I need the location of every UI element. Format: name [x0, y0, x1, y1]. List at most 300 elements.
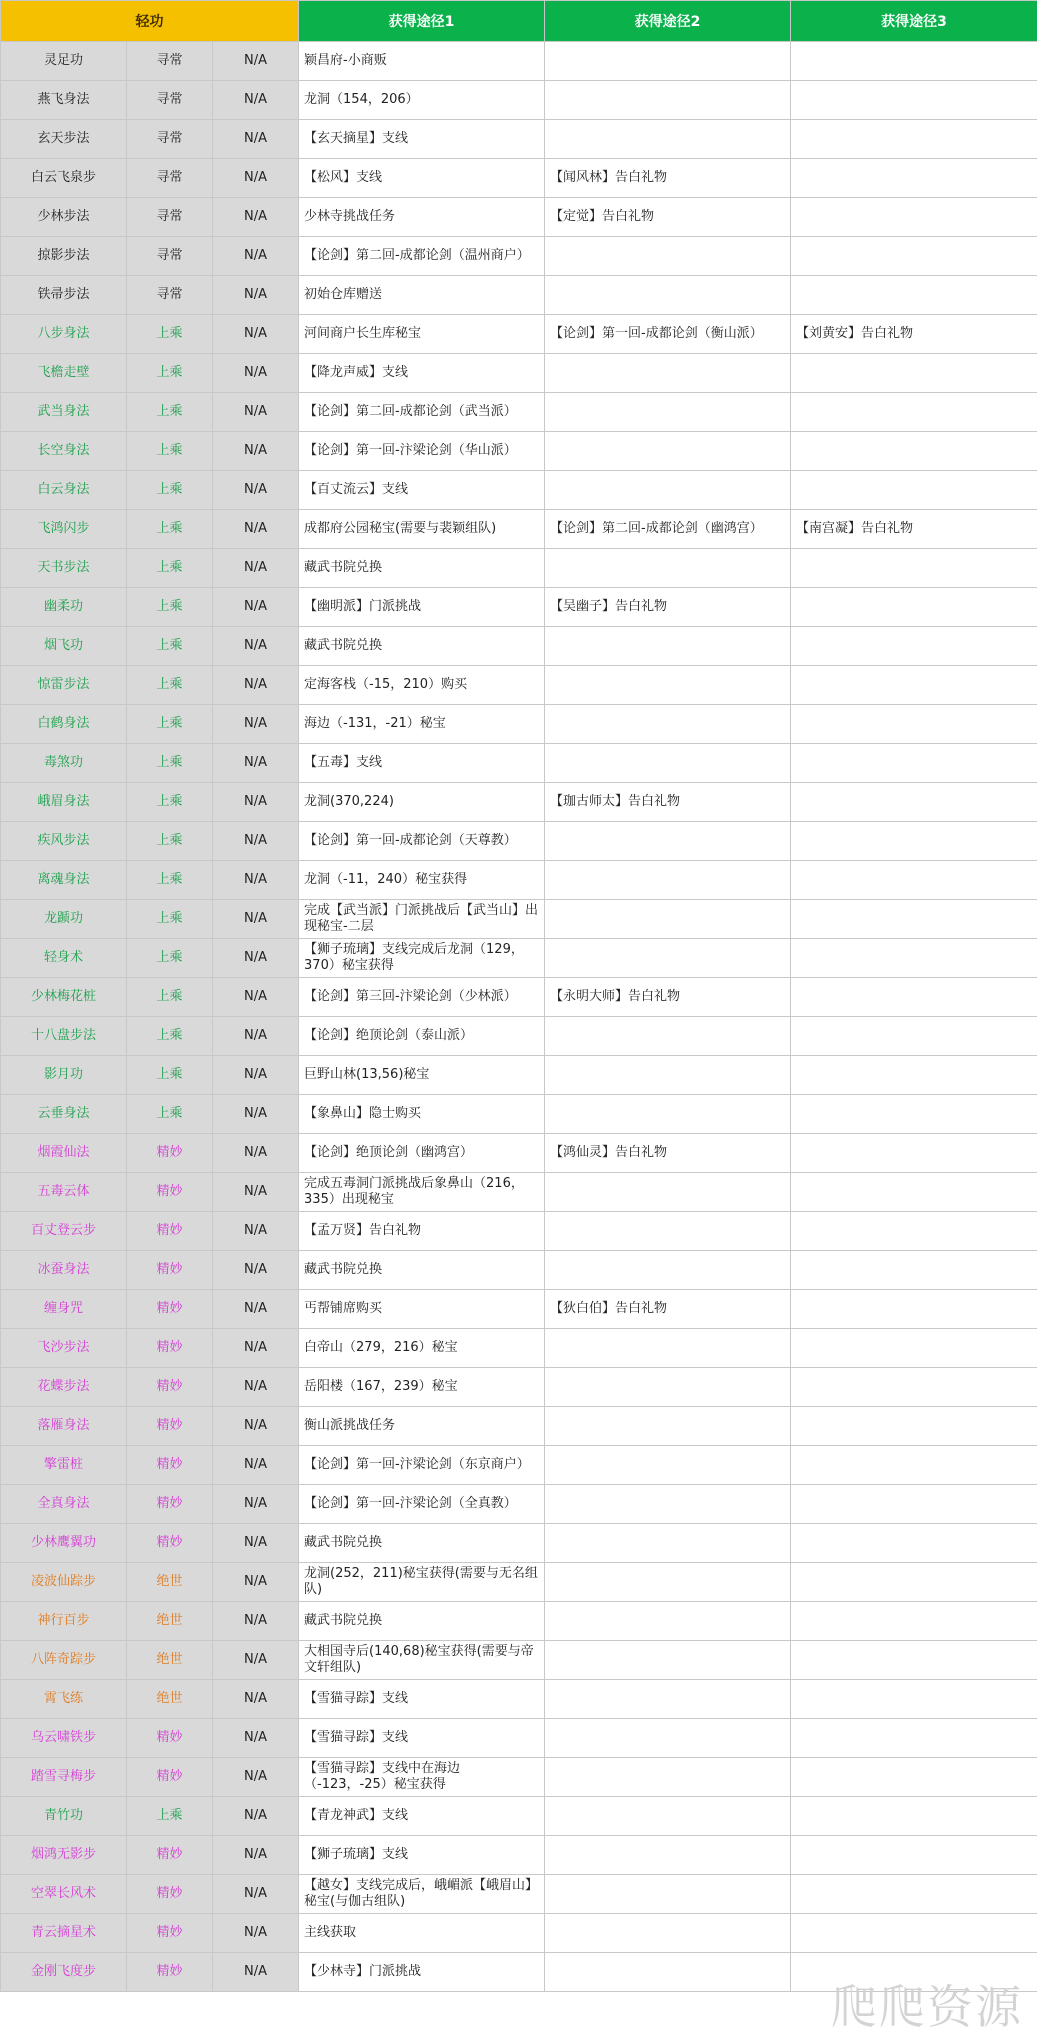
- grade-cell: 精妙: [127, 1407, 213, 1446]
- path-1-cell: 成都府公园秘宝(需要与裴颖组队): [299, 510, 545, 549]
- path-2-cell: [545, 900, 791, 939]
- table-body: [1, 42, 1037, 1992]
- grade-cell: 精妙: [127, 1368, 213, 1407]
- table-row: [1, 1212, 1037, 1251]
- table-row: [1, 315, 1037, 354]
- path-1-cell: 【论剑】第一回-成都论剑（天尊教）: [299, 822, 545, 861]
- path-1-cell: 藏武书院兑换: [299, 1524, 545, 1563]
- na-cell: N/A: [213, 1641, 299, 1680]
- table-row: [1, 783, 1037, 822]
- path-3-cell: [791, 549, 1037, 588]
- table-row: [1, 1251, 1037, 1290]
- grade-cell: 绝世: [127, 1641, 213, 1680]
- na-cell: N/A: [213, 1173, 299, 1212]
- path-3-cell: [791, 1017, 1037, 1056]
- na-cell: N/A: [213, 939, 299, 978]
- grade-cell: 上乘: [127, 705, 213, 744]
- grade-cell: 精妙: [127, 1329, 213, 1368]
- path-2-cell: [545, 627, 791, 666]
- na-cell: N/A: [213, 1095, 299, 1134]
- grade-cell: 精妙: [127, 1875, 213, 1914]
- path-3-cell: [791, 1095, 1037, 1134]
- na-cell: N/A: [213, 705, 299, 744]
- path-1-cell: 【雪猫寻踪】支线中在海边（-123，-25）秘宝获得: [299, 1758, 545, 1797]
- na-cell: N/A: [213, 1758, 299, 1797]
- path-2-cell: [545, 939, 791, 978]
- path-3-cell: [791, 1134, 1037, 1173]
- skill-name-cell: 十八盘步法: [1, 1017, 127, 1056]
- path-1-cell: 主线获取: [299, 1914, 545, 1953]
- path-1-cell: 藏武书院兑换: [299, 1251, 545, 1290]
- path-1-cell: 【论剑】第二回-成都论剑（武当派）: [299, 393, 545, 432]
- grade-cell: 上乘: [127, 315, 213, 354]
- table-row: [1, 978, 1037, 1017]
- path-3-cell: [791, 1680, 1037, 1719]
- skill-name-cell: 全真身法: [1, 1485, 127, 1524]
- grade-cell: 绝世: [127, 1602, 213, 1641]
- path-2-cell: [545, 1446, 791, 1485]
- grade-cell: 上乘: [127, 939, 213, 978]
- skill-name-cell: 空翠长风术: [1, 1875, 127, 1914]
- table-row: [1, 1407, 1037, 1446]
- na-cell: N/A: [213, 1212, 299, 1251]
- na-cell: N/A: [213, 1602, 299, 1641]
- path-1-cell: 巨野山林(13,56)秘宝: [299, 1056, 545, 1095]
- na-cell: N/A: [213, 432, 299, 471]
- path-2-cell: 【论剑】第二回-成都论剑（幽鸿宫）: [545, 510, 791, 549]
- header-path-3: 获得途径3: [791, 1, 1037, 42]
- na-cell: N/A: [213, 42, 299, 81]
- skill-name-cell: 白云身法: [1, 471, 127, 510]
- table-row: [1, 1836, 1037, 1875]
- path-2-cell: [545, 1485, 791, 1524]
- path-3-cell: [791, 1251, 1037, 1290]
- na-cell: N/A: [213, 900, 299, 939]
- path-2-cell: [545, 1914, 791, 1953]
- na-cell: N/A: [213, 1875, 299, 1914]
- path-3-cell: [791, 744, 1037, 783]
- path-2-cell: [545, 549, 791, 588]
- na-cell: N/A: [213, 1329, 299, 1368]
- skill-name-cell: 五毒云体: [1, 1173, 127, 1212]
- na-cell: N/A: [213, 276, 299, 315]
- na-cell: N/A: [213, 354, 299, 393]
- path-2-cell: [545, 42, 791, 81]
- path-1-cell: 衡山派挑战任务: [299, 1407, 545, 1446]
- table-row: [1, 627, 1037, 666]
- path-3-cell: [791, 1719, 1037, 1758]
- path-1-cell: 【象鼻山】隐士购买: [299, 1095, 545, 1134]
- path-1-cell: 【幽明派】门派挑战: [299, 588, 545, 627]
- grade-cell: 精妙: [127, 1290, 213, 1329]
- grade-cell: 寻常: [127, 120, 213, 159]
- skill-name-cell: 八阵奇踪步: [1, 1641, 127, 1680]
- path-2-cell: [545, 1953, 791, 1992]
- skill-name-cell: 花蝶步法: [1, 1368, 127, 1407]
- path-1-cell: 颖昌府-小商贩: [299, 42, 545, 81]
- path-3-cell: [791, 1602, 1037, 1641]
- path-2-cell: 【论剑】第一回-成都论剑（衡山派）: [545, 315, 791, 354]
- path-3-cell: [791, 1758, 1037, 1797]
- path-2-cell: [545, 705, 791, 744]
- skill-name-cell: 白云飞泉步: [1, 159, 127, 198]
- skill-name-cell: 缠身咒: [1, 1290, 127, 1329]
- path-1-cell: 白帝山（279，216）秘宝: [299, 1329, 545, 1368]
- path-3-cell: [791, 1914, 1037, 1953]
- path-2-cell: [545, 666, 791, 705]
- table-row: [1, 159, 1037, 198]
- grade-cell: 精妙: [127, 1953, 213, 1992]
- skill-name-cell: 落雁身法: [1, 1407, 127, 1446]
- na-cell: N/A: [213, 822, 299, 861]
- path-2-cell: 【鸿仙灵】告白礼物: [545, 1134, 791, 1173]
- skill-name-cell: 白鹤身法: [1, 705, 127, 744]
- na-cell: N/A: [213, 1290, 299, 1329]
- path-1-cell: 【五毒】支线: [299, 744, 545, 783]
- table-row: [1, 1563, 1037, 1602]
- path-2-cell: 【永明大师】告白礼物: [545, 978, 791, 1017]
- path-3-cell: 【南宫凝】告白礼物: [791, 510, 1037, 549]
- path-3-cell: 【刘黄安】告白礼物: [791, 315, 1037, 354]
- path-3-cell: [791, 1212, 1037, 1251]
- path-1-cell: 龙洞(370,224): [299, 783, 545, 822]
- grade-cell: 上乘: [127, 822, 213, 861]
- skill-name-cell: 灵足功: [1, 42, 127, 81]
- grade-cell: 寻常: [127, 237, 213, 276]
- na-cell: N/A: [213, 393, 299, 432]
- path-2-cell: [545, 1251, 791, 1290]
- na-cell: N/A: [213, 315, 299, 354]
- path-1-cell: 岳阳楼（167，239）秘宝: [299, 1368, 545, 1407]
- grade-cell: 上乘: [127, 861, 213, 900]
- path-1-cell: 【论剑】第一回-汴梁论剑（东京商户）: [299, 1446, 545, 1485]
- skill-name-cell: 冰蚕身法: [1, 1251, 127, 1290]
- path-1-cell: 【论剑】第三回-汴梁论剑（少林派）: [299, 978, 545, 1017]
- path-1-cell: 龙洞（-11，240）秘宝获得: [299, 861, 545, 900]
- na-cell: N/A: [213, 81, 299, 120]
- path-1-cell: 初始仓库赠送: [299, 276, 545, 315]
- na-cell: N/A: [213, 1680, 299, 1719]
- path-3-cell: [791, 1797, 1037, 1836]
- path-3-cell: [791, 978, 1037, 1017]
- path-3-cell: [791, 159, 1037, 198]
- table-row: [1, 354, 1037, 393]
- table-row: [1, 1680, 1037, 1719]
- grade-cell: 上乘: [127, 978, 213, 1017]
- grade-cell: 上乘: [127, 549, 213, 588]
- table-row: [1, 822, 1037, 861]
- path-2-cell: [545, 1095, 791, 1134]
- skill-name-cell: 铁帚步法: [1, 276, 127, 315]
- path-1-cell: 龙洞（154，206）: [299, 81, 545, 120]
- table-row: [1, 1719, 1037, 1758]
- skill-name-cell: 影月功: [1, 1056, 127, 1095]
- path-3-cell: [791, 588, 1037, 627]
- grade-cell: 精妙: [127, 1836, 213, 1875]
- skill-name-cell: 惊雷步法: [1, 666, 127, 705]
- path-1-cell: 龙洞(252，211)秘宝获得(需要与无名组队): [299, 1563, 545, 1602]
- path-3-cell: [791, 237, 1037, 276]
- path-3-cell: [791, 705, 1037, 744]
- skill-name-cell: 飞沙步法: [1, 1329, 127, 1368]
- path-3-cell: [791, 276, 1037, 315]
- path-2-cell: 【闻风林】告白礼物: [545, 159, 791, 198]
- path-2-cell: [545, 432, 791, 471]
- table-row: [1, 666, 1037, 705]
- skill-name-cell: 烟鸿无影步: [1, 1836, 127, 1875]
- skill-name-cell: 烟霞仙法: [1, 1134, 127, 1173]
- path-3-cell: [791, 471, 1037, 510]
- na-cell: N/A: [213, 471, 299, 510]
- grade-cell: 上乘: [127, 510, 213, 549]
- path-1-cell: 定海客栈（-15，210）购买: [299, 666, 545, 705]
- path-3-cell: [791, 1641, 1037, 1680]
- table-row: [1, 237, 1037, 276]
- path-1-cell: 少林寺挑战任务: [299, 198, 545, 237]
- path-3-cell: [791, 1290, 1037, 1329]
- grade-cell: 上乘: [127, 783, 213, 822]
- path-3-cell: [791, 1446, 1037, 1485]
- table-row: [1, 939, 1037, 978]
- path-2-cell: 【珈古师太】告白礼物: [545, 783, 791, 822]
- grade-cell: 绝世: [127, 1563, 213, 1602]
- grade-cell: 精妙: [127, 1524, 213, 1563]
- table-row: [1, 1485, 1037, 1524]
- table-row: [1, 705, 1037, 744]
- na-cell: N/A: [213, 510, 299, 549]
- path-3-cell: [791, 1524, 1037, 1563]
- table-row: [1, 1056, 1037, 1095]
- header-qinggong: 轻功: [1, 1, 299, 42]
- table-row: [1, 198, 1037, 237]
- grade-cell: 上乘: [127, 666, 213, 705]
- path-3-cell: [791, 783, 1037, 822]
- path-3-cell: [791, 1368, 1037, 1407]
- path-2-cell: [545, 1407, 791, 1446]
- path-3-cell: [791, 354, 1037, 393]
- table-row: [1, 1134, 1037, 1173]
- grade-cell: 精妙: [127, 1251, 213, 1290]
- table-row: [1, 471, 1037, 510]
- na-cell: N/A: [213, 666, 299, 705]
- path-2-cell: [545, 744, 791, 783]
- skill-name-cell: 毒煞功: [1, 744, 127, 783]
- path-1-cell: 【论剑】第一回-汴梁论剑（华山派）: [299, 432, 545, 471]
- path-2-cell: [545, 1836, 791, 1875]
- skill-name-cell: 少林步法: [1, 198, 127, 237]
- skill-name-cell: 疾风步法: [1, 822, 127, 861]
- table-row: [1, 744, 1037, 783]
- path-1-cell: 【玄天摘星】支线: [299, 120, 545, 159]
- path-1-cell: 【论剑】第一回-汴梁论剑（全真教）: [299, 1485, 545, 1524]
- path-3-cell: [791, 42, 1037, 81]
- na-cell: N/A: [213, 1719, 299, 1758]
- skill-name-cell: 少林梅花桩: [1, 978, 127, 1017]
- path-1-cell: 【论剑】绝顶论剑（泰山派）: [299, 1017, 545, 1056]
- na-cell: N/A: [213, 1017, 299, 1056]
- path-1-cell: 【降龙声威】支线: [299, 354, 545, 393]
- path-3-cell: [791, 120, 1037, 159]
- path-2-cell: [545, 237, 791, 276]
- table-row: [1, 276, 1037, 315]
- na-cell: N/A: [213, 1797, 299, 1836]
- path-2-cell: [545, 1212, 791, 1251]
- path-2-cell: [545, 471, 791, 510]
- path-1-cell: 【雪猫寻踪】支线: [299, 1680, 545, 1719]
- path-1-cell: 【青龙神武】支线: [299, 1797, 545, 1836]
- table-row: [1, 1446, 1037, 1485]
- path-1-cell: 【少林寺】门派挑战: [299, 1953, 545, 1992]
- path-2-cell: [545, 1602, 791, 1641]
- grade-cell: 精妙: [127, 1719, 213, 1758]
- grade-cell: 精妙: [127, 1758, 213, 1797]
- grade-cell: 上乘: [127, 432, 213, 471]
- skill-name-cell: 百丈登云步: [1, 1212, 127, 1251]
- table-row: [1, 1524, 1037, 1563]
- path-1-cell: 【论剑】第二回-成都论剑（温州商户）: [299, 237, 545, 276]
- na-cell: N/A: [213, 1914, 299, 1953]
- grade-cell: 寻常: [127, 42, 213, 81]
- skill-name-cell: 飞檐走壁: [1, 354, 127, 393]
- skill-name-cell: 踏雪寻梅步: [1, 1758, 127, 1797]
- path-2-cell: [545, 1173, 791, 1212]
- table-row: [1, 42, 1037, 81]
- path-3-cell: [791, 393, 1037, 432]
- grade-cell: 寻常: [127, 276, 213, 315]
- grade-cell: 上乘: [127, 1797, 213, 1836]
- path-2-cell: [545, 1797, 791, 1836]
- path-2-cell: [545, 822, 791, 861]
- path-3-cell: [791, 666, 1037, 705]
- skill-name-cell: 玄天步法: [1, 120, 127, 159]
- path-1-cell: 【狮子琉璃】支线: [299, 1836, 545, 1875]
- path-2-cell: 【吴幽子】告白礼物: [545, 588, 791, 627]
- skill-name-cell: 凌波仙踪步: [1, 1563, 127, 1602]
- na-cell: N/A: [213, 1524, 299, 1563]
- na-cell: N/A: [213, 783, 299, 822]
- path-2-cell: [545, 1758, 791, 1797]
- path-3-cell: [791, 1407, 1037, 1446]
- path-2-cell: [545, 1563, 791, 1602]
- path-1-cell: 【松风】支线: [299, 159, 545, 198]
- path-3-cell: [791, 1329, 1037, 1368]
- path-2-cell: 【定觉】告白礼物: [545, 198, 791, 237]
- path-2-cell: [545, 354, 791, 393]
- na-cell: N/A: [213, 198, 299, 237]
- na-cell: N/A: [213, 627, 299, 666]
- path-1-cell: 【百丈流云】支线: [299, 471, 545, 510]
- path-2-cell: [545, 120, 791, 159]
- path-2-cell: [545, 1056, 791, 1095]
- skill-name-cell: 天书步法: [1, 549, 127, 588]
- header-path-2: 获得途径2: [545, 1, 791, 42]
- path-3-cell: [791, 1836, 1037, 1875]
- grade-cell: 上乘: [127, 354, 213, 393]
- path-1-cell: 藏武书院兑换: [299, 627, 545, 666]
- path-1-cell: 藏武书院兑换: [299, 549, 545, 588]
- path-3-cell: [791, 939, 1037, 978]
- table-row: [1, 1797, 1037, 1836]
- path-2-cell: [545, 276, 791, 315]
- table-header: [1, 1, 1037, 42]
- path-2-cell: [545, 1719, 791, 1758]
- path-2-cell: 【狄白伯】告白礼物: [545, 1290, 791, 1329]
- skill-name-cell: 八步身法: [1, 315, 127, 354]
- na-cell: N/A: [213, 1134, 299, 1173]
- skill-name-cell: 乌云啸铁步: [1, 1719, 127, 1758]
- na-cell: N/A: [213, 978, 299, 1017]
- path-3-cell: [791, 432, 1037, 471]
- path-3-cell: [791, 198, 1037, 237]
- skill-name-cell: 神行百步: [1, 1602, 127, 1641]
- grade-cell: 精妙: [127, 1212, 213, 1251]
- header-path-1: 获得途径1: [299, 1, 545, 42]
- na-cell: N/A: [213, 1836, 299, 1875]
- na-cell: N/A: [213, 1251, 299, 1290]
- path-2-cell: [545, 1875, 791, 1914]
- na-cell: N/A: [213, 1446, 299, 1485]
- path-3-cell: [791, 1563, 1037, 1602]
- na-cell: N/A: [213, 1368, 299, 1407]
- path-1-cell: 丐帮铺席购买: [299, 1290, 545, 1329]
- grade-cell: 上乘: [127, 588, 213, 627]
- table-row: [1, 1329, 1037, 1368]
- table-row: [1, 1017, 1037, 1056]
- path-2-cell: [545, 1368, 791, 1407]
- grade-cell: 寻常: [127, 198, 213, 237]
- watermark-logo: 爬爬资源: [831, 1980, 1023, 2034]
- path-1-cell: 完成【武当派】门派挑战后【武当山】出现秘宝-二层: [299, 900, 545, 939]
- table-row: [1, 81, 1037, 120]
- na-cell: N/A: [213, 1407, 299, 1446]
- path-3-cell: [791, 1173, 1037, 1212]
- path-3-cell: [791, 900, 1037, 939]
- grade-cell: 精妙: [127, 1914, 213, 1953]
- path-2-cell: [545, 1524, 791, 1563]
- table-row: [1, 393, 1037, 432]
- grade-cell: 寻常: [127, 159, 213, 198]
- grade-cell: 精妙: [127, 1446, 213, 1485]
- path-2-cell: [545, 81, 791, 120]
- table-row: [1, 549, 1037, 588]
- na-cell: N/A: [213, 744, 299, 783]
- na-cell: N/A: [213, 159, 299, 198]
- grade-cell: 上乘: [127, 1017, 213, 1056]
- path-3-cell: [791, 861, 1037, 900]
- table-row: [1, 1368, 1037, 1407]
- skill-name-cell: 金刚飞度步: [1, 1953, 127, 1992]
- path-3-cell: [791, 822, 1037, 861]
- skill-name-cell: 青竹功: [1, 1797, 127, 1836]
- skill-name-cell: 武当身法: [1, 393, 127, 432]
- table-row: [1, 120, 1037, 159]
- skill-name-cell: 擎雷桩: [1, 1446, 127, 1485]
- table-row: [1, 1095, 1037, 1134]
- na-cell: N/A: [213, 1485, 299, 1524]
- path-3-cell: [791, 1875, 1037, 1914]
- grade-cell: 上乘: [127, 1056, 213, 1095]
- skill-name-cell: 青云摘星术: [1, 1914, 127, 1953]
- na-cell: N/A: [213, 588, 299, 627]
- path-2-cell: [545, 1680, 791, 1719]
- path-1-cell: 藏武书院兑换: [299, 1602, 545, 1641]
- na-cell: N/A: [213, 1563, 299, 1602]
- path-2-cell: [545, 1329, 791, 1368]
- path-3-cell: [791, 1485, 1037, 1524]
- path-1-cell: 河间商户长生库秘宝: [299, 315, 545, 354]
- na-cell: N/A: [213, 1953, 299, 1992]
- skill-name-cell: 云垂身法: [1, 1095, 127, 1134]
